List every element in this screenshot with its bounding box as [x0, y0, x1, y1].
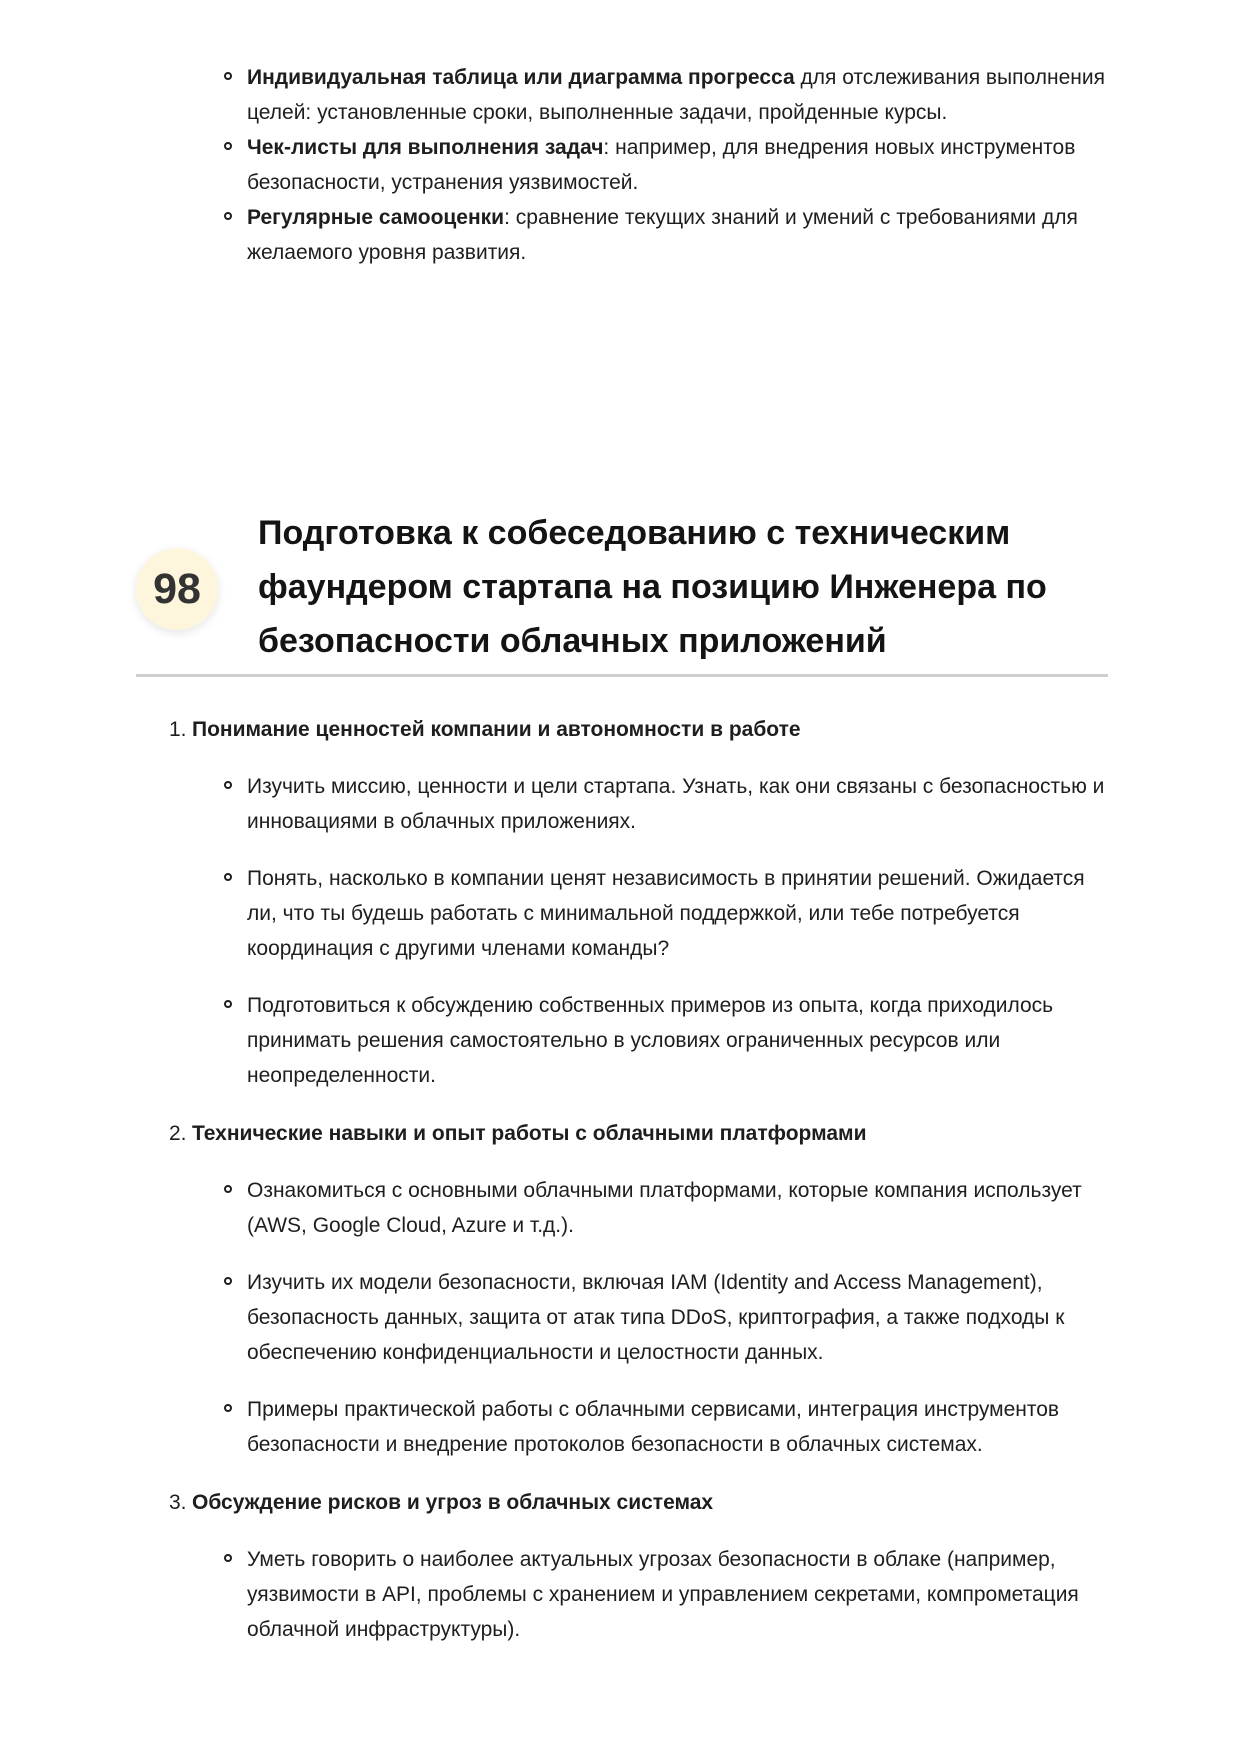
top-bullet-text: : сравнение текущих знаний и умений с требованиями для желаемого уровня развития.	[247, 206, 1078, 264]
top-bullet-text: для отслеживания выполнения целей: установленные сроки, выполненные задачи, пройденные курсы.	[247, 66, 1105, 124]
top-bullet-bold: Чек-листы для выполнения задач	[247, 136, 604, 159]
section-divider	[136, 674, 1108, 677]
sub-bullet-item: Изучить миссию, ценности и цели стартапа. Узнать, как они связаны с безопасностью и инновациями в облачных приложениях.	[247, 769, 1117, 839]
numbered-list	[169, 712, 1112, 1670]
item-title: Технические навыки и опыт работы с облачными платформами	[192, 1122, 867, 1145]
item-number: 2.	[169, 1122, 187, 1145]
sub-bullet-list	[247, 1173, 1117, 1462]
numbered-item-heading	[169, 712, 1112, 747]
numbered-item	[169, 1116, 1112, 1462]
top-bullet-bold: Регулярные самооценки	[247, 206, 505, 229]
item-title: Обсуждение рисков и угроз в облачных системах	[192, 1491, 714, 1514]
sub-bullet-list	[247, 1542, 1117, 1647]
top-bullet-item	[247, 60, 1127, 130]
item-title: Понимание ценностей компании и автономности в работе	[192, 718, 801, 741]
top-bullet-text: : например, для внедрения новых инструментов безопасности, устранения уязвимостей.	[247, 136, 1076, 194]
sub-bullet-item: Понять, насколько в компании ценят независимость в принятии решений. Ожидается ли, что ты будешь работать с минимальной поддержкой, или тебе потребуется координация с другими членами команды?	[247, 861, 1117, 966]
sub-bullet-item: Ознакомиться с основными облачными платформами, которые компания использует (AWS, Google Cloud, Azure и т.д.).	[247, 1173, 1117, 1243]
section-title: Подготовка к собеседованию с техническим фаундером стартапа на позицию Инженера по безопасности облачных приложений	[258, 514, 1047, 660]
top-bullet-item	[247, 130, 1127, 200]
item-number: 3.	[169, 1491, 187, 1514]
sub-bullet-list	[247, 769, 1117, 1093]
top-bullet-bold: Индивидуальная таблица или диаграмма прогресса	[247, 66, 795, 89]
numbered-item-heading	[169, 1485, 1112, 1520]
top-bullet-list	[247, 60, 1127, 270]
top-bullet-item	[247, 200, 1127, 270]
numbered-item-heading	[169, 1116, 1112, 1151]
item-number: 1.	[169, 718, 187, 741]
numbered-item	[169, 712, 1112, 1093]
sub-bullet-item: Подготовиться к обсуждению собственных примеров из опыта, когда приходилось принимать решения самостоятельно в условиях ограниченных ресурсов или неопределенности.	[247, 988, 1117, 1093]
numbered-item	[169, 1485, 1112, 1647]
sub-bullet-item: Изучить их модели безопасности, включая IAM (Identity and Access Management), безопасность данных, защита от атак типа DDoS, криптография, а также подходы к обеспечению конфиденциальности и целостности данных.	[247, 1265, 1117, 1370]
section-number-badge: 98	[136, 548, 218, 630]
sub-bullet-item: Примеры практической работы с облачными сервисами, интеграция инструментов безопасности и внедрение протоколов безопасности в облачных системах.	[247, 1392, 1117, 1462]
sub-bullet-item: Уметь говорить о наиболее актуальных угрозах безопасности в облаке (например, уязвимости в API, проблемы с хранением и управлением секретами, компрометация облачной инфраструктуры).	[247, 1542, 1117, 1647]
